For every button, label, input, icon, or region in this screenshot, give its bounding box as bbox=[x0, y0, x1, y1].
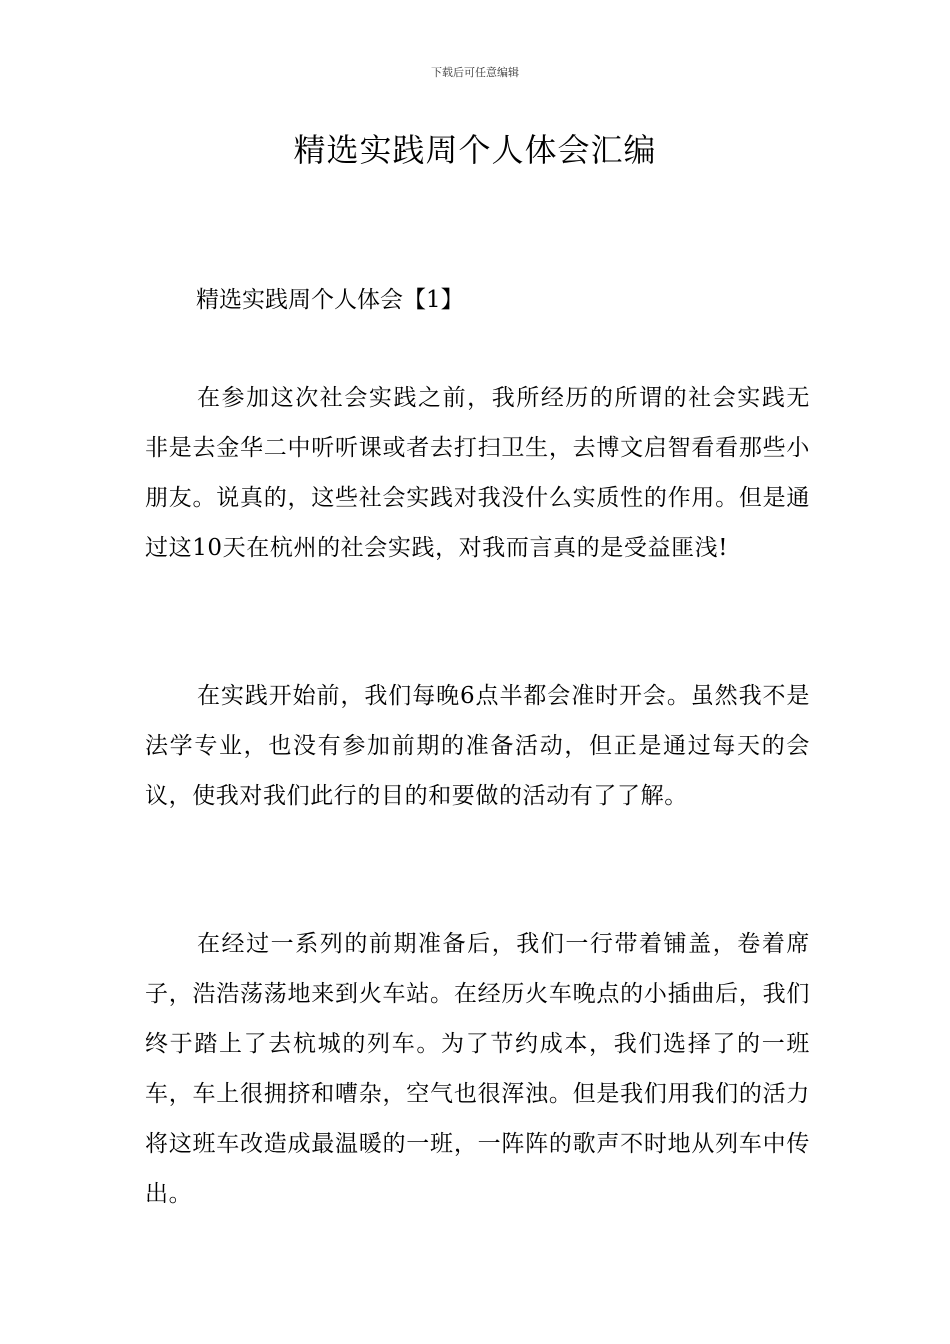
document-title: 精选实践周个人体会汇编 bbox=[293, 131, 657, 169]
paragraph-3: 在经过一系列的前期准备后，我们一行带着铺盖，卷着席子，浩浩荡荡地来到火车站。在经历火车晚点的小插曲后，我们终于踏上了去杭城的列车。为了节约成本，我们选择了的一班车，车上很拥挤和嘈杂，空气也很浑浊。但是我们用我们的活力将这班车改造成最温暖的一班，一阵阵的歌声不时地从列车中传出。 bbox=[145, 931, 810, 1207]
paragraph-1: 在参加这次社会实践之前，我所经历的所谓的社会实践无非是去金华二中听听课或者去打扫卫生，去博文启智看看那些小朋友。说真的，这些社会实践对我没什么实质性的作用。但是通过这10天在杭州的社会实践，对我而言真的是受益匪浅! bbox=[145, 385, 810, 561]
section-heading: 精选实践周个人体会【1】 bbox=[196, 287, 464, 313]
header-note: 下载后可任意编辑 bbox=[431, 66, 519, 79]
paragraph-2: 在实践开始前，我们每晚6点半都会准时开会。虽然我不是法学专业，也没有参加前期的准备活动，但正是通过每天的会议，使我对我们此行的目的和要做的活动有了了解。 bbox=[145, 683, 810, 809]
